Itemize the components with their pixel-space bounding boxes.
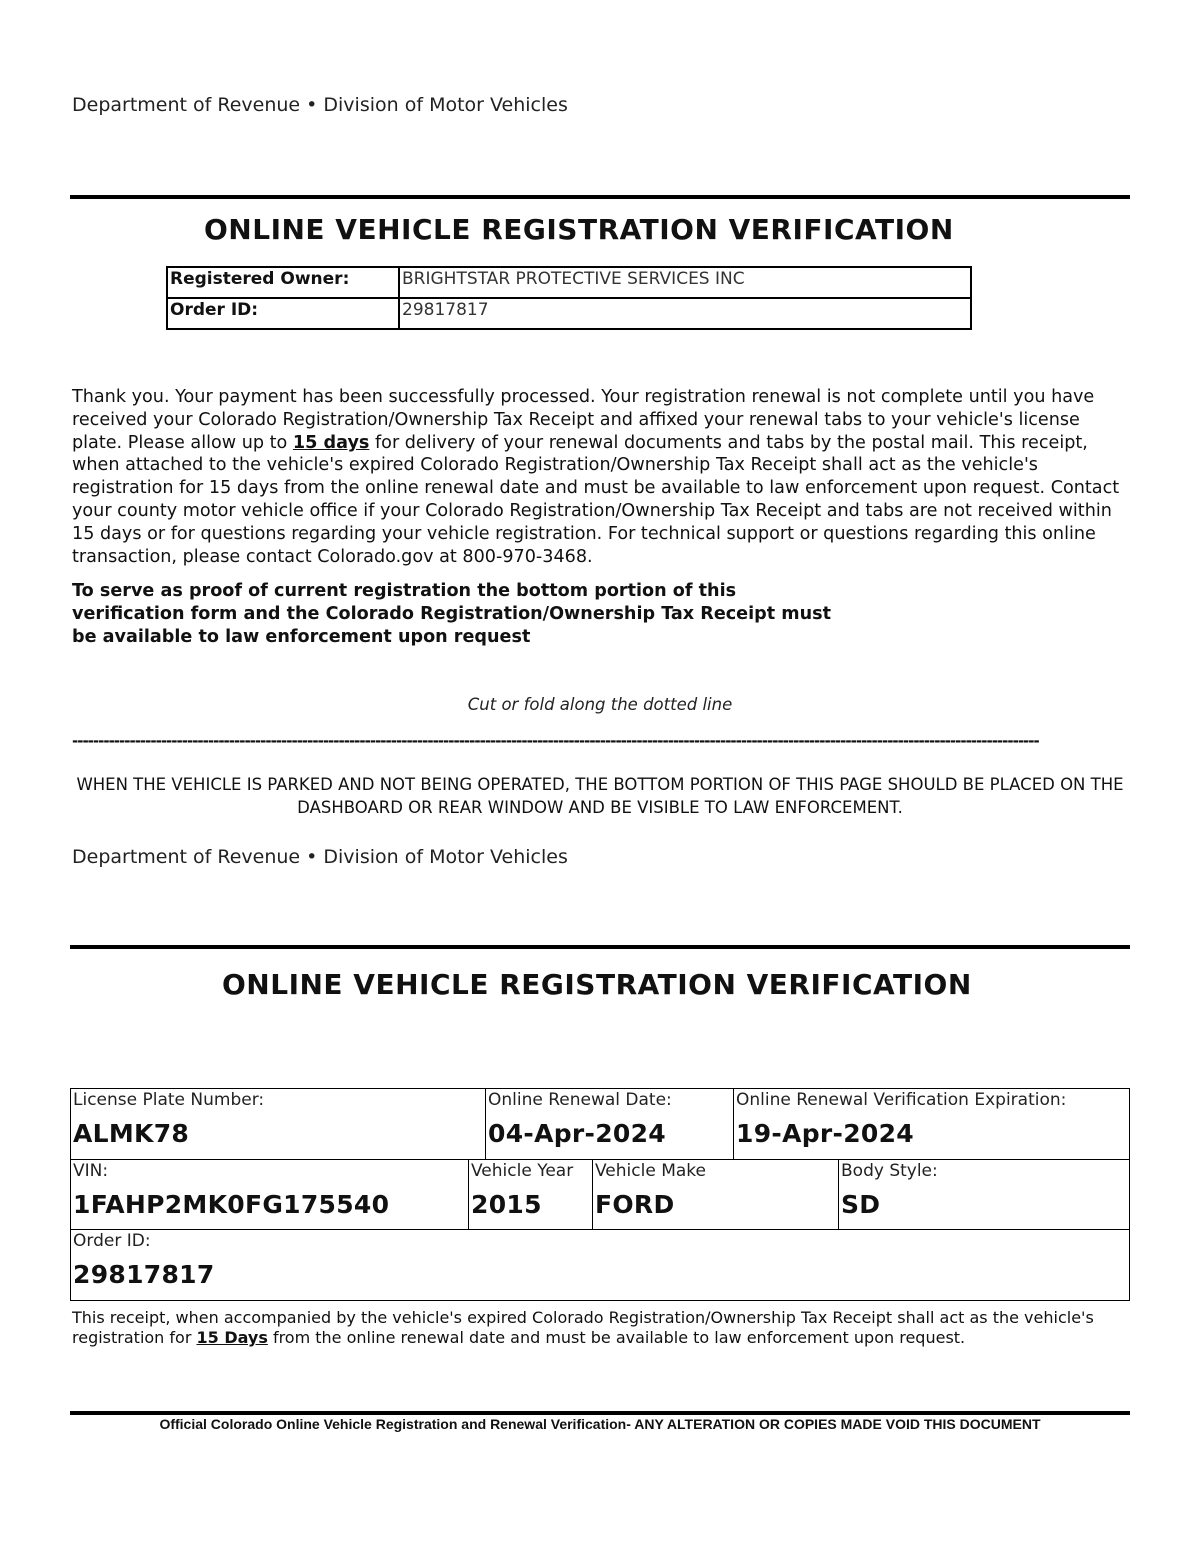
cut-instruction: Cut or fold along the dotted line <box>467 695 733 714</box>
receipt-note-text-1: This receipt, when accompanied by the vehicle's expired Colorado Registration/Ownership Tax Receipt shall act as the vehicle's registration for <box>72 1308 1094 1347</box>
registered-owner-value: BRIGHTSTAR PROTECTIVE SERVICES INC <box>399 267 971 298</box>
bottom-order-id-label: Order ID: <box>73 1231 151 1251</box>
vin-value: 1FAHP2MK0FG175540 <box>73 1190 390 1219</box>
license-plate-label: License Plate Number: <box>73 1090 265 1110</box>
body-style-cell <box>838 1159 1130 1230</box>
order-row <box>167 298 971 329</box>
expiration-value: 19-Apr-2024 <box>736 1119 914 1148</box>
notice-text-1: Thank you. Your payment has been successfully processed. Your registration renewal is not complete until you have received your Colorado Registration/Ownership Tax Receipt and affixed your renewal tabs to your vehicle's license plate. Please allow up to <box>72 387 1095 453</box>
owner-row <box>167 267 971 298</box>
vehicle-make-cell <box>592 1159 839 1230</box>
notice-days: 15 days <box>292 432 370 453</box>
body-style-value: SD <box>841 1190 881 1219</box>
receipt-note-days: 15 Days <box>196 1328 268 1347</box>
renewal-date-label: Online Renewal Date: <box>488 1090 672 1110</box>
dotted-cut-line: ----------------------------------------------------------------------------------------------------------------------------------------------------------------------------------------- <box>72 733 1039 749</box>
vehicle-year-label: Vehicle Year <box>471 1161 574 1181</box>
owner-table <box>166 266 972 330</box>
department-header-bottom: Department of Revenue • Division of Motor Vehicles <box>72 846 568 868</box>
bottom-order-id-value: 29817817 <box>73 1260 215 1289</box>
vehicle-info-grid <box>70 1088 1130 1301</box>
renewal-date-cell <box>485 1088 734 1160</box>
license-plate-value: ALMK78 <box>73 1119 190 1148</box>
license-plate-cell <box>70 1088 486 1160</box>
renewal-date-value: 04-Apr-2024 <box>488 1119 666 1148</box>
department-header: Department of Revenue • Division of Motor Vehicles <box>72 94 568 116</box>
bottom-header-rule <box>70 945 1130 949</box>
bottom-page-title: ONLINE VEHICLE REGISTRATION VERIFICATION <box>222 968 972 1001</box>
receipt-note <box>72 1308 1132 1348</box>
notice-text-2: for delivery of your renewal documents and tabs by the postal mail. This receipt, when attached to the vehicle's expired Colorado Registration/Ownership Tax Receipt shall act as the vehicle's registration for 15 days from the online renewal date and must be available to law enforcement upon request. Contact your county motor vehicle office if your Colorado Registration/Ownership Tax Receipt and tabs are not received within 15 days or for questions regarding your vehicle registration. For technical support or questions regarding this online transaction, please contact Colorado.gov at 800-970-3468. <box>72 432 1120 567</box>
vehicle-make-value: FORD <box>595 1190 675 1219</box>
body-style-label: Body Style: <box>841 1161 938 1181</box>
vehicle-year-cell <box>468 1159 593 1230</box>
expiration-cell <box>733 1088 1130 1160</box>
header-rule <box>70 195 1130 199</box>
order-id-cell <box>70 1229 1130 1301</box>
vin-cell <box>70 1159 469 1230</box>
payment-notice <box>72 386 1132 568</box>
dashboard-warning: WHEN THE VEHICLE IS PARKED AND NOT BEING OPERATED, THE BOTTOM PORTION OF THIS PAGE SHOULD BE PLACED ON THE DASHBOARD OR REAR WINDOW AND BE VISIBLE TO LAW ENFORCEMENT. <box>76 775 1124 817</box>
order-id-label: Order ID: <box>167 298 399 329</box>
vin-label: VIN: <box>73 1161 109 1181</box>
order-id-value: 29817817 <box>399 298 971 329</box>
proof-notice: To serve as proof of current registration the bottom portion of this verification form and the Colorado Registration/Ownership Tax Receipt must be available to law enforcement upon request <box>72 581 832 647</box>
page-title: ONLINE VEHICLE REGISTRATION VERIFICATION <box>204 213 954 246</box>
vehicle-year-value: 2015 <box>471 1190 542 1219</box>
vehicle-make-label: Vehicle Make <box>595 1161 706 1181</box>
expiration-label: Online Renewal Verification Expiration: <box>736 1090 1067 1110</box>
official-footer: Official Colorado Online Vehicle Registration and Renewal Verification- ANY ALTERATION OR COPIES MADE VOID THIS DOCUMENT <box>70 1411 1130 1433</box>
receipt-note-text-2: from the online renewal date and must be available to law enforcement upon request. <box>267 1328 966 1347</box>
registered-owner-label: Registered Owner: <box>167 267 399 298</box>
